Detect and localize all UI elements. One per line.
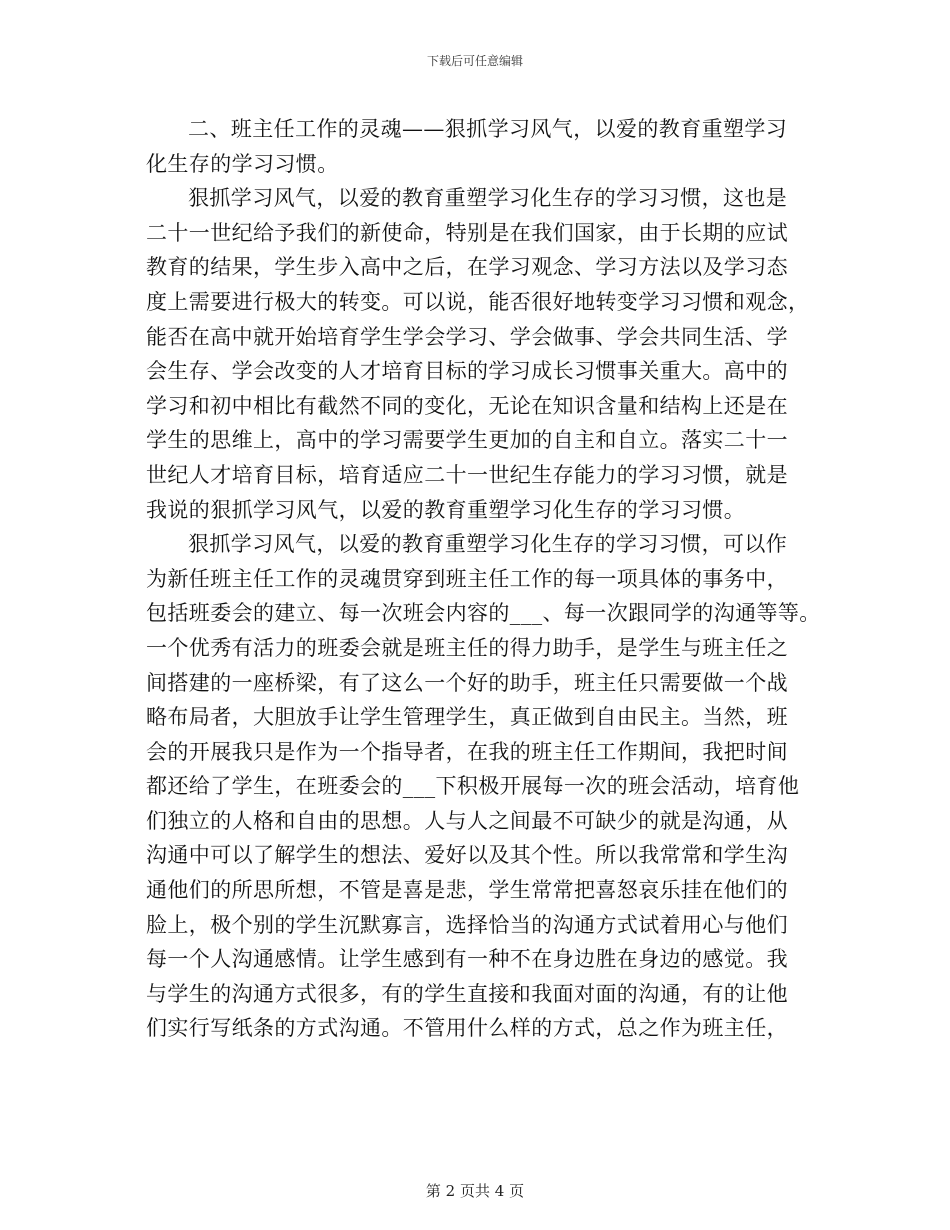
text-line: 会的开展我只是作为一个指导者，在我的班主任工作期间，我把时间	[146, 739, 788, 764]
text-line: 们独立的人格和自由的思想。人与人之间最不可缺少的就是沟通，从	[146, 808, 788, 833]
text-line: 们实行写纸条的方式沟通。不管用什么样的方式，总之作为班主任，	[146, 1016, 788, 1041]
text-line: 一个优秀有活力的班委会就是班主任的得力助手，是学生与班主任之	[146, 635, 788, 660]
page-number-footer: 第 2 页共 4 页	[425, 1182, 525, 1200]
text-line: 略布局者，大胆放手让学生管理学生，真正做到自由民主。当然，班	[146, 705, 788, 730]
document-body	[146, 112, 821, 1046]
text-line: 每一个人沟通感情。让学生感到有一种不在身边胜在身边的感觉。我	[146, 947, 788, 972]
text-line: 世纪人才培育目标，培育适应二十一世纪生存能力的学习习惯，就是	[146, 462, 788, 487]
text-line: 我说的狠抓学习风气，以爱的教育重塑学习化生存的学习习惯。	[146, 497, 746, 522]
text-line: 教育的结果，学生步入高中之后，在学习观念、学习方法以及学习态	[146, 255, 788, 280]
text-line: 与学生的沟通方式很多，有的学生直接和我面对面的沟通，有的让他	[146, 981, 788, 1006]
text-line: 二十一世纪给予我们的新使命，特别是在我们国家，由于长期的应试	[146, 220, 788, 245]
text-line: 包括班委会的建立、每一次班会内容的___、每一次跟同学的沟通等等。	[146, 601, 821, 626]
text-line: 化生存的学习习惯。	[146, 151, 339, 176]
text-line: 脸上，极个别的学生沉默寡言，选择恰当的沟通方式试着用心与他们	[146, 912, 788, 937]
text-line: 都还给了学生，在班委会的___下积极开展每一次的班会活动，培育他	[146, 774, 800, 799]
text-line: 学生的思维上，高中的学习需要学生更加的自主和自立。落实二十一	[146, 428, 788, 453]
text-line: 狠抓学习风气，以爱的教育重塑学习化生存的学习习惯，这也是	[188, 186, 788, 211]
text-line: 能否在高中就开始培育学生学会学习、学会做事、学会共同生活、学	[146, 324, 788, 349]
text-line: 度上需要进行极大的转变。可以说，能否很好地转变学习习惯和观念，	[146, 289, 810, 314]
text-line: 会生存、学会改变的人才培育目标的学习成长习惯事关重大。高中的	[146, 359, 788, 384]
text-line: 学习和初中相比有截然不同的变化，无论在知识含量和结构上还是在	[146, 393, 788, 418]
text-line: 为新任班主任工作的灵魂贯穿到班主任工作的每一项具体的事务中，	[146, 566, 788, 591]
text-line: 间搭建的一座桥梁，有了这么一个好的助手，班主任只需要做一个战	[146, 670, 788, 695]
text-line: 二、班主任工作的灵魂——狠抓学习风气，以爱的教育重塑学习	[188, 117, 788, 141]
text-line: 狠抓学习风气，以爱的教育重塑学习化生存的学习习惯，可以作	[188, 532, 788, 557]
text-line: 通他们的所思所想，不管是喜是悲，学生常常把喜怒哀乐挂在他们的	[146, 878, 788, 903]
page-header: 下载后可任意编辑	[426, 54, 523, 68]
text-line: 沟通中可以了解学生的想法、爱好以及其个性。所以我常常和学生沟	[146, 843, 788, 868]
